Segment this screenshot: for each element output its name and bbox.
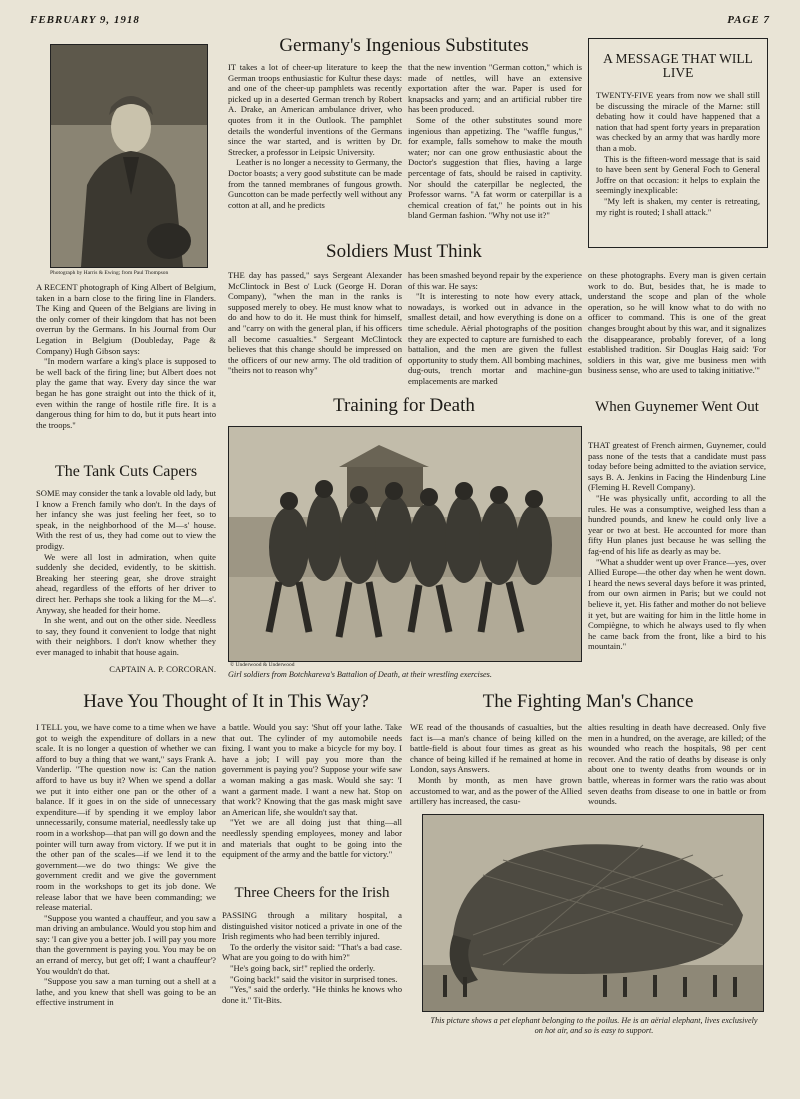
elephant-balloon-photo [422, 814, 764, 1012]
message-para: "My left is shaken, my center is retreating, my right is routed; I shall attack." [596, 195, 760, 217]
tank-signature: CAPTAIN A. P. CORCORAN. [109, 664, 216, 674]
king-albert-photo [50, 44, 208, 268]
soldiers-title: Soldiers Must Think [326, 241, 482, 262]
tank-para: We were all lost in admiration, when quite suddenly she decided, evidently, to be skittish. Breaking her steering gear, she drove straight ahead, regardless of the efforts of her driver to direct her. Perhaps she took a liking for the M—s'. Anyway, she headed for their home. [36, 551, 216, 615]
fighting-para: Month by month, as men have grown accustomed to war, and as the power of the Allied artillery has increased, the casu- [410, 774, 582, 807]
soldiers-para: has been smashed beyond repair by the experience of this war. He says: [408, 270, 582, 291]
thought-para: a battle. Would you say: 'Shut off your lathe. Take that out. The cylinder of my automobile needs fixing. I want you to make a bicycle for my boy. I have a job; I will pay you more than the government is paying you'? Suppose your wife saw a woman making a gas mask. Would she say: 'I want a garment made. I want a new hat. Stop on that work'? Knowing that the gas mask might save an American life, she wouldn't say that. [222, 722, 402, 817]
irish-title: Three Cheers for the Irish [234, 885, 390, 901]
training-photo [228, 426, 582, 662]
issue-date: FEBRUARY 9, 1918 [30, 14, 140, 26]
portrait-credit: Photograph by Harris & Ewing; from Paul Thompson [50, 270, 169, 276]
message-para: TWENTY-FIVE years from now we shall still be discussing the miracle of the Marne: still debating how it could have happened that a nation that had spent forty years in preparation was checked by an army that was hardly more than a mob. [596, 90, 760, 153]
tank-title: The Tank Cuts Capers [54, 463, 198, 480]
guynemer-text [588, 440, 766, 684]
irish-para: "Yes," said the orderly. "He thinks he knows who done it." Tit-Bits. [222, 984, 402, 1005]
fighting-col1 [410, 722, 582, 808]
thought-para: "Suppose you saw a man turning out a shell at a lathe, and you knew that shell was going to be an effective instrument in [36, 976, 216, 1008]
king-albert-portrait-icon [51, 45, 207, 267]
soldiers-para: THE day has passed," says Sergeant Alexander McClintock in Best o' Luck (George H. Doran Company), "when the man in the ranks is supposed merely to obey. He must know what to do and how to do it. He must think for himself, and "carry on with the general plan, if his officers all become casualties." Sergeant McClintock believes that this change should be impressed on the officers of our new army. The old tradition of "theirs not to reason why" [228, 270, 402, 376]
irish-para: "He's going back, sir!" replied the orderly. [230, 962, 375, 973]
albert-text [36, 282, 216, 458]
tank-para: SOME may consider the tank a lovable old lady, but I know a French family who don't. In the days of her infancy she was just feeling her feet, so to speak, in the neighborhood of the M—s' house. With the rest of us, they had come out to view the prodigy. [36, 488, 216, 551]
soldiers-col2 [408, 270, 582, 388]
guynemer-title: When Guynemer Went Out [595, 399, 759, 415]
elephant-caption: This picture shows a pet elephant belonging to the poilus. He is an aërial elephant, lives exclusively on hot air, and so is easy to support. [430, 1016, 758, 1035]
fighting-para: alties resulting in death have decreased. Only five men in a hundred, on the average, are killed; of the wounded who reach the hospitals, 98 per cent recover. And the ratio of deaths by disease is only about one to twenty deaths from wounds or in battle, whereas in former wars the ratio was about seven deaths from disease to one in battle or from wounds. [588, 722, 766, 807]
substitutes-para: that the new invention "German cotton," which is made of nettles, will have an extensive exportation after the war. Paper is used for knapsacks and yarn; and an artificial rubber tire has been produced. [408, 62, 582, 115]
fighting-title: The Fighting Man's Chance [482, 691, 694, 712]
substitutes-title: Germany's Ingenious Substitutes [279, 35, 529, 56]
albert-para: "In modern warfare a king's place is supposed to be well back of the firing line; but Albert does not play the game that way. Every day since the war began he has gone straight out into the thick of it, even within the range of hostile rifle fire. It is a dangerous thing for him to do, but it puts heart into the troops." [36, 356, 216, 430]
message-title: A MESSAGE THAT WILL LIVE [603, 51, 753, 81]
thought-col1 [36, 722, 216, 1070]
thought-para: "Suppose you wanted a chauffeur, and you saw a man driving an ambulance. Would you stop him and say: 'I can give you a better job. I will pay you more than the government is paying you. You may be on an errand of mercy, but get off; I want a chauffeur'? You wouldn't do that. [36, 912, 216, 976]
soldiers-col3 [588, 270, 766, 388]
guynemer-para: "He was physically unfit, according to all the rules. He was a consumptive, weighed less than a hundred pounds, and knew he could only live a year or two at best. He accounted for more than fifty Hun planes just because he was selling the fag-end of his life as dearly as may be. [588, 492, 766, 556]
guynemer-para: "What a shudder went up over France—yes, over Allied Europe—the other day when he went down. I heard the news several days before it was printed, from our own airmen in Paris; but we could not believe it, yet. His father and mother do not believe it yet, but are waiting for him in the little home in Compiègne, to which he always used to fly when he came back from the front, like a bird to his mountain." [588, 556, 766, 652]
tank-text [36, 488, 216, 660]
thought-title: Have You Thought of It in This Way? [83, 691, 369, 712]
thought-para: I TELL you, we have come to a time when we have got to weigh the expenditure of dollars in a new scale. It is no longer a question of whether we can afford to buy a thing that we want," says Frank A. Vanderlip. "The question now is: Can the nation afford to have us buy it? When we spend a dollar we put it into either one pan or the other of a balance. If it goes in on the side of unnecessary expenditure—if by spending it we employ labor unnecessarily, consume material, needlessly take up room in a workshop—that pan will go down and the pointer will turn away from victory. If we put it in the other pan of the scales—if we lend it to the government—we do two things: We give the government credit and we give the government room in the workshops to get its job done. We release labor that we have been commanding; we release material. [36, 722, 216, 913]
fighting-col2 [588, 722, 766, 808]
albert-para: A RECENT photograph of King Albert of Belgium, taken in a barn close to the firing line in Flanders. The King and Queen of the Belgians are living in the only corner of their kingdom that has not been overrun by the Germans. In his Journal from Our Legation in Belgium (Doubleday, Page & Company) Hugh Gibson says: [36, 282, 216, 356]
irish-para: "Going back!" said the visitor in surprised tones. [230, 973, 398, 984]
message-para: This is the fifteen-word message that is said to have been sent by General Foch to General Joffre on that occasion: it helps to explain the seemingly inexplicable: [596, 153, 760, 196]
fighting-para: WE read of the thousands of casualties, but the fact is—a man's chance of being killed on the battle-field is about four times as great as his chance of being killed if he remained at home in London, says Answers. [410, 722, 582, 775]
message-text [596, 90, 760, 240]
wrestling-soldiers-illustration [229, 427, 581, 661]
balloon-elephant-illustration [423, 815, 763, 1011]
training-credit: © Underwood & Underwood [230, 662, 295, 668]
irish-text [222, 910, 402, 1070]
substitutes-para: Leather is no longer a necessity to Germany, the Doctor boasts; a very good substitute can be made from the tanned membranes of fungous growth. Guncotton can be made perfectly well without any cotton at all, and he predicts [228, 157, 402, 210]
substitutes-para: Some of the other substitutes sound more ingenious than appetizing. The "waffle fungus," for example, falls somehow to make the mouth water; nor can one grow enthusiastic about the Doctor's suggestion that flies, having a large percentage of fats, should be raised in captivity. Nor should the caterpillar be neglected, the Professor warns. "A fat worm or caterpillar is a chemical creation of fat," he points out in his bland German fashion. "Why not use it?" [408, 114, 582, 221]
thought-col2 [222, 722, 402, 880]
guynemer-para: THAT greatest of French airmen, Guynemer, could pass none of the tests that a candidate must pass today before being admitted to the aviation service, says B. A. Jenkins in Facing the Hindenburg Line (Fleming H. Revell Company). [588, 440, 766, 493]
irish-para: To the orderly the visitor said: "That's a bad case. What are you going to do with him?" [222, 941, 402, 963]
substitutes-col1 [228, 62, 402, 242]
soldiers-para: on these photographs. Every man is given certain work to do. But, besides that, he is made to understand the scope and plan of the whole operation, so he will know what to do with no officer to command. This is one of the great changes brought about by this war, and it signalizes the disappearance, probably forever, of a long established tradition. Sir Douglas Haig said: 'For soldiers in this war, give me business men with business sense, who are used to taking initiative.'" [588, 270, 766, 376]
substitutes-col2 [408, 62, 582, 242]
training-title: Training for Death [333, 395, 475, 416]
soldiers-para: "It is interesting to note how every attack, nowadays, is worked out in advance in the smallest detail, and how everything is done on a time schedule. Aërial photographs of the position they are expected to capture are furnished to each battalion, and the men are given the fullest opportunity to study them. All bombing machines, dug-outs, trench mortar and machine-gun emplacements are marked [408, 291, 582, 386]
soldiers-col1 [228, 270, 402, 388]
training-caption: Girl soldiers from Botchkareva's Battalion of Death, at their wrestling exercises. [228, 670, 492, 679]
substitutes-para: IT takes a lot of cheer-up literature to keep the German troops enthusiastic for Kultur these days: and one of the cheer-up pamphlets was recently picked up in a deserted German trench by Robert A. Drake, an American ambulance driver, who quotes from it in the Outlook. The pamphlet details the wonderful inventions of the Germans since the war started, and is written by Dr. Strecker, a professor in Leipsic University. [228, 62, 402, 157]
thought-para: "Yet we are all doing just that thing—all needlessly spending employees, money and labor and materials that ought to be going into the equipment of the army and the battle for victory." [222, 817, 402, 860]
irish-para: PASSING through a military hospital, a distinguished visitor noticed a private in one of the Irish regiments who had been terribly injured. [222, 910, 402, 942]
page-number: PAGE 7 [727, 14, 770, 26]
tank-para: In she went, and out on the other side. Needless to say, they found it convenient to lodge that night with their neighbors. I don't know whether they ever managed to inhabit that house again. [36, 615, 216, 657]
